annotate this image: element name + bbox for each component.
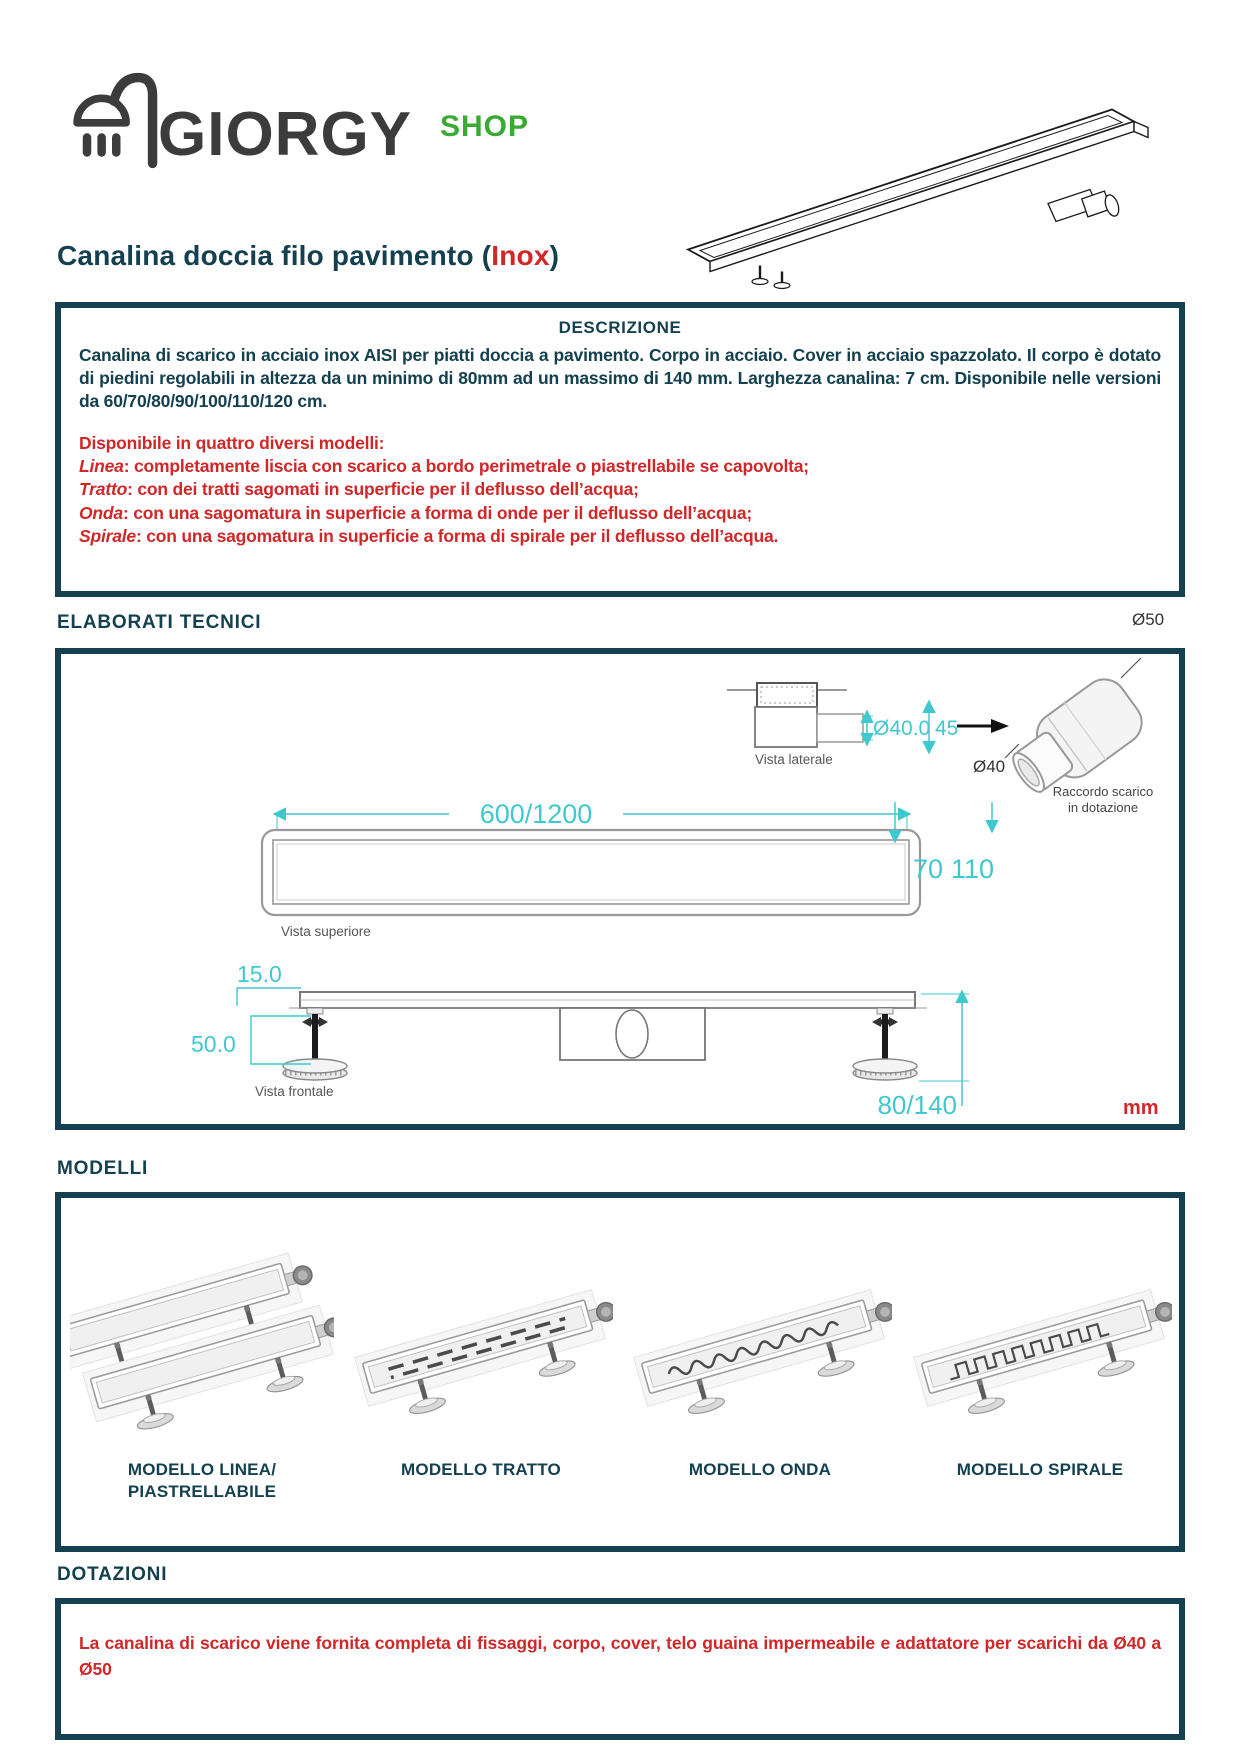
svg-text:Ø40.0: Ø40.0	[873, 717, 931, 740]
front-view-drawing	[191, 961, 1159, 1120]
model-linea	[62, 1220, 342, 1503]
svg-text:45: 45	[935, 717, 959, 740]
model-line-linea: Linea: completamente liscia con scarico a bordo perimetrale o piastrellabile se capovolta;	[79, 456, 809, 477]
description-heading: DESCRIZIONE	[558, 318, 682, 337]
model-tratto-image	[349, 1220, 613, 1450]
svg-text:in dotazione: in dotazione	[1067, 800, 1139, 815]
svg-text:70: 70	[913, 854, 944, 884]
arrow-right-icon	[957, 719, 1009, 733]
svg-text:Vista laterale: Vista laterale	[755, 752, 833, 767]
svg-text:80/140: 80/140	[877, 1090, 957, 1120]
adjustable-foot-left	[283, 1008, 347, 1080]
model-spirale-caption: MODELLO SPIRALE	[956, 1460, 1124, 1479]
models-gallery-box	[55, 1192, 1185, 1552]
model-onda-caption: MODELLO ONDA	[688, 1460, 832, 1479]
model-linea-image	[70, 1220, 334, 1450]
title-suffix: )	[549, 240, 560, 271]
drain-adapter-drawing	[973, 658, 1153, 815]
technical-drawings	[61, 654, 1179, 1124]
technical-drawings-box	[55, 648, 1185, 1130]
model-tratto	[341, 1220, 621, 1481]
brand-suffix: SHOP	[440, 110, 530, 143]
svg-text:Ø40: Ø40	[973, 757, 1006, 776]
model-tratto-caption: MODELLO TRATTO	[401, 1460, 561, 1479]
model-spirale	[900, 1220, 1180, 1481]
model-line-tratto: Tratto: con dei tratti sagomati in superficie per il deflusso dell’acqua;	[79, 479, 639, 500]
svg-text:Raccordo scarico: Raccordo scarico	[1052, 784, 1154, 799]
side-view-drawing	[727, 683, 958, 767]
description-box	[55, 302, 1185, 597]
title-prefix: Canalina doccia filo pavimento (	[57, 240, 492, 271]
model-line-onda: Onda: con una sagomatura in superficie a forma di onde per il deflusso dell’acqua;	[79, 502, 753, 523]
svg-text:600/1200: 600/1200	[479, 799, 593, 829]
model-onda	[620, 1220, 900, 1481]
section-label-equipment: DOTAZIONI	[57, 1564, 168, 1585]
svg-text:Vista frontale: Vista frontale	[255, 1084, 334, 1099]
models-list	[79, 432, 1161, 547]
page-title	[57, 240, 559, 272]
description-body: Canalina di scarico in acciaio inox AISI per piatti doccia a pavimento. Corpo in acciaio. Cover in acciaio spazzolato. Il corpo è dotato di piedini regolabili in altezza da un minimo di 80mm ad un massimo di 140 mm. Larghezza canalina: 7 cm. Disponibile nelle versioni da 60/70/80/90/100/110/120 cm.	[79, 345, 1161, 412]
adapter-outlet-dimension: Ø50	[1132, 610, 1165, 629]
model-spirale-image	[908, 1220, 1172, 1450]
section-label-models: MODELLI	[57, 1158, 149, 1179]
title-highlight: Inox	[491, 240, 550, 271]
top-view-drawing	[262, 799, 994, 939]
section-label-technical: ELABORATI TECNICI	[57, 612, 262, 633]
svg-text:mm: mm	[1123, 1097, 1159, 1119]
model-linea-caption: MODELLO LINEA/ PIASTRELLABILE	[127, 1460, 277, 1502]
adjustable-foot-right	[853, 1008, 917, 1080]
equipment-text: La canalina di scarico viene fornita completa di fissaggi, corpo, cover, telo guaina impermeabile e adattatore per scarichi da Ø40 a Ø50	[79, 1633, 1161, 1680]
svg-text:Vista superiore: Vista superiore	[281, 924, 371, 939]
shower-head-icon	[64, 70, 160, 170]
models-intro: Disponibile in quattro diversi modelli:	[79, 433, 385, 454]
brand-name: GIORGY	[158, 100, 413, 169]
svg-text:15.0: 15.0	[237, 961, 282, 987]
svg-text:110: 110	[951, 854, 995, 884]
product-isometric-drawing	[660, 52, 1190, 290]
equipment-box	[55, 1598, 1185, 1740]
model-line-spirale: Spirale: con una sagomatura in superficie a forma di spirale per il deflusso dell’acqua.	[79, 525, 779, 546]
svg-text:50.0: 50.0	[191, 1031, 236, 1057]
model-onda-image	[628, 1220, 892, 1450]
